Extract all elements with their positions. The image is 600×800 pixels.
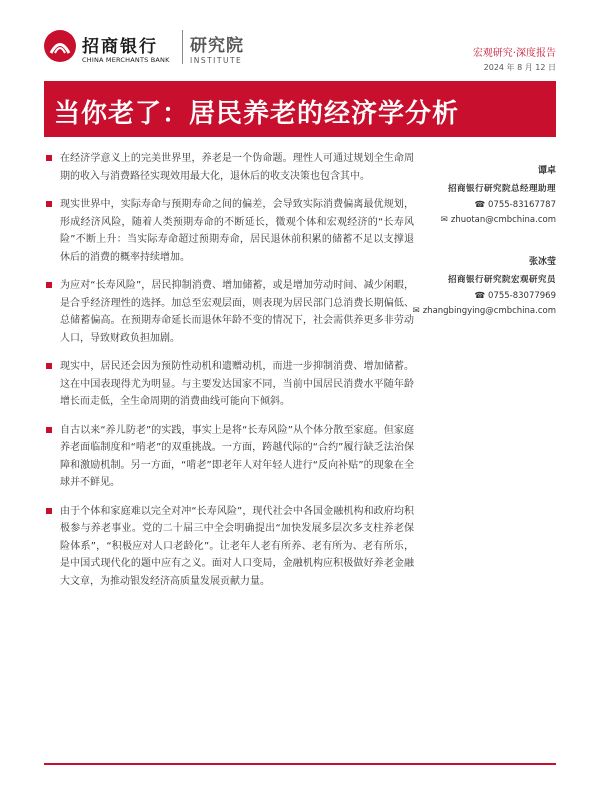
summary-paragraph [44, 150, 414, 185]
phone-icon: ☎ [474, 200, 486, 210]
footer-divider [44, 763, 556, 765]
report-type: 宏观研究·深度报告 [472, 48, 556, 59]
analyst-phone-text: 0755-83167787 [488, 200, 556, 210]
summary-paragraph [44, 277, 414, 347]
bullet-square-icon [46, 427, 52, 433]
bank-name-cn: 招商银行 [82, 37, 158, 57]
paragraph-text: 在经济学意义上的完美世界里，养老是一个伪命题。理性人可通过规划全生命周期的收入与消费路径实现效用最大化，退休后的收支决策也包含其中。 [60, 153, 414, 182]
analyst-email[interactable] [396, 306, 556, 316]
page-title: 当你老了：居民养老的经济学分析 [54, 99, 460, 129]
bullet-square-icon [46, 155, 52, 161]
cmb-logo-icon [44, 30, 76, 62]
analyst-card [396, 163, 556, 230]
analyst-name: 张冰莹 [528, 257, 556, 267]
analyst-name: 谭卓 [537, 166, 556, 176]
analyst-phone [396, 291, 556, 301]
paragraph-text: 自古以来“养儿防老”的实践，事实上是将“长寿风险”从个体分散至家庭。但家庭养老面临制度和“啃老”的双重挑战。一方面，跨越代际的“合约”履行缺乏法治保障和激励机制。另一方面，“啃老”即老年人对年轻人进行“反向补贴”的现象在全球并不鲜见。 [60, 424, 414, 488]
analyst-email[interactable] [396, 215, 556, 225]
analyst-email-text[interactable]: zhangbingying@cmbchina.com [422, 306, 556, 316]
email-icon: ✉ [412, 306, 420, 316]
bank-name-en: CHINA MERCHANTS BANK [82, 56, 170, 64]
summary-paragraph [44, 503, 414, 591]
institute-name-cn: 研究院 [190, 36, 244, 56]
analyst-phone-text: 0755-83077969 [488, 291, 556, 301]
paragraph-text: 为应对“长寿风险”，居民抑制消费、增加储蓄，或是增加劳动时间、减少闲暇，是合乎经济理性的选择。加总至宏观层面，则表现为居民部门总消费长期偏低、总储蓄偏高。在预期寿命延长而退休年龄不变的情况下，社会需供养更多非劳动人口，导致财政负担加剧。 [60, 280, 414, 344]
bullet-square-icon [46, 201, 52, 207]
logo-divider [182, 30, 183, 64]
paragraph-text: 现实中，居民还会因为预防性动机和遗赠动机，而进一步抑制消费、增加储蓄。这在中国表现得尤为明显。与主要发达国家不同，当前中国居民消费水平随年龄增长而走低，全生命周期的消费曲线可能向下倾斜。 [60, 361, 414, 407]
bullet-square-icon [46, 363, 52, 369]
paragraph-text: 现实世界中，实际寿命与预期寿命之间的偏差，会导致实际消费偏离最优规划，形成经济风险，随着人类预期寿命的不断延长，微观个体和宏观经济的“长寿风险”不断上升：当实际寿命超过预期寿命，居民退休前积累的储蓄不足以支撑退休后的消费的概率持续增加。 [60, 199, 414, 263]
analyst-phone [396, 200, 556, 210]
analyst-email-text[interactable]: zhuotan@cmbchina.com [450, 215, 556, 225]
analyst-role: 招商银行研究院总经理助理 [447, 184, 556, 194]
bullet-square-icon [46, 508, 52, 514]
summary-section [44, 150, 414, 601]
paragraph-text: 由于个体和家庭难以完全对冲“长寿风险”，现代社会中各国金融机构和政府均积极参与养老事业。党的二十届三中全会明确提出“加快发展多层次多支柱养老保险体系”，“积极应对人口老龄化”。让老年人老有所养、老有所为、老有所乐，是中国式现代化的题中应有之义。面对人口变局，金融机构应积极做好养老金融大文章，为推动银发经济高质量发展贡献力量。 [60, 505, 414, 587]
title-band [44, 81, 556, 137]
summary-paragraph [44, 422, 414, 492]
bullet-square-icon [46, 282, 52, 288]
report-date: 2024 年 8 月 12 日 [483, 63, 556, 72]
institute-name-en: INSTITUTE [190, 56, 243, 65]
analyst-role: 招商银行研究院宏观研究员 [447, 275, 556, 285]
summary-paragraph [44, 358, 414, 411]
summary-paragraph [44, 196, 414, 266]
phone-icon: ☎ [474, 291, 486, 301]
analyst-card [396, 254, 556, 321]
email-icon: ✉ [440, 215, 448, 225]
